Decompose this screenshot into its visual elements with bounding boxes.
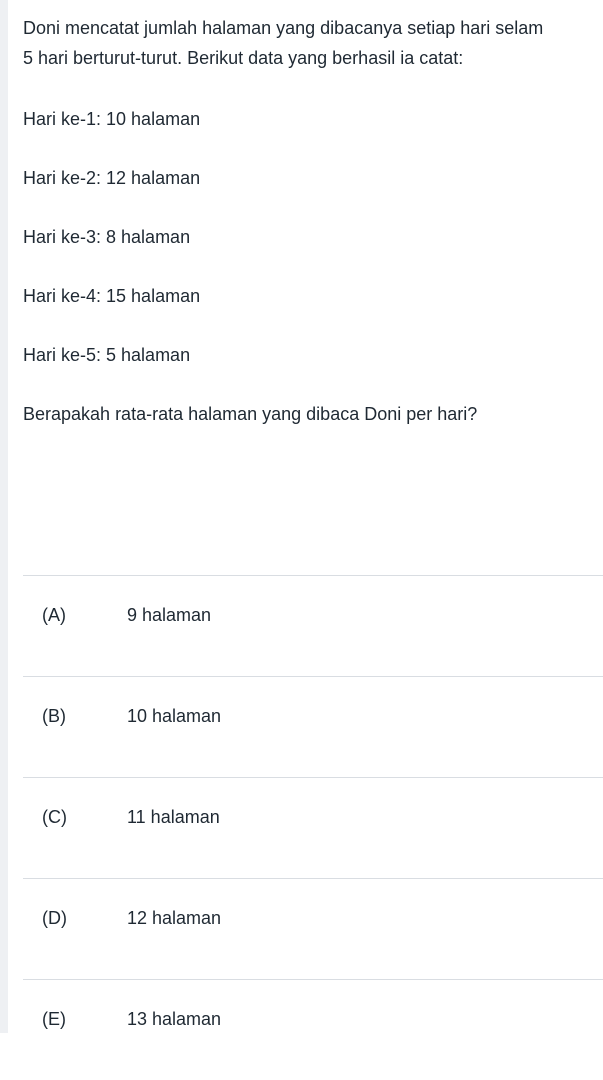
choice-letter: (D) [42, 908, 67, 928]
question-intro [23, 13, 603, 73]
choice-c[interactable] [23, 777, 603, 878]
choice-letter: (B) [42, 706, 66, 726]
choice-e[interactable] [23, 979, 603, 1080]
choice-letter: (A) [42, 605, 66, 625]
day-1-record: Hari ke-1: 10 halaman [23, 109, 201, 129]
day-2-record: Hari ke-2: 12 halaman [23, 168, 201, 188]
choice-letter: (E) [42, 1009, 66, 1029]
question-prompt: Berapakah rata-rata halaman yang dibaca Doni per hari? [23, 404, 478, 424]
question-intro-line-1: Doni mencatat jumlah halaman yang dibacanya setiap hari selam [23, 18, 544, 38]
choice-text: 9 halaman [127, 605, 212, 625]
choice-b[interactable] [23, 676, 603, 777]
choice-text: 10 halaman [127, 706, 222, 726]
choice-letter: (C) [42, 807, 67, 827]
day-3-record: Hari ke-3: 8 halaman [23, 227, 191, 247]
day-4-record: Hari ke-4: 15 halaman [23, 286, 201, 306]
left-edge-bar [0, 0, 8, 1033]
choice-d[interactable] [23, 878, 603, 979]
choice-a[interactable] [23, 575, 603, 676]
answer-choices [23, 575, 603, 1080]
choice-text: 11 halaman [127, 807, 220, 827]
choice-text: 12 halaman [127, 908, 222, 928]
question-intro-line-2: 5 hari berturut-turut. Berikut data yang berhasil ia catat: [23, 48, 464, 68]
choice-text: 13 halaman [127, 1009, 222, 1029]
day-5-record: Hari ke-5: 5 halaman [23, 345, 191, 365]
